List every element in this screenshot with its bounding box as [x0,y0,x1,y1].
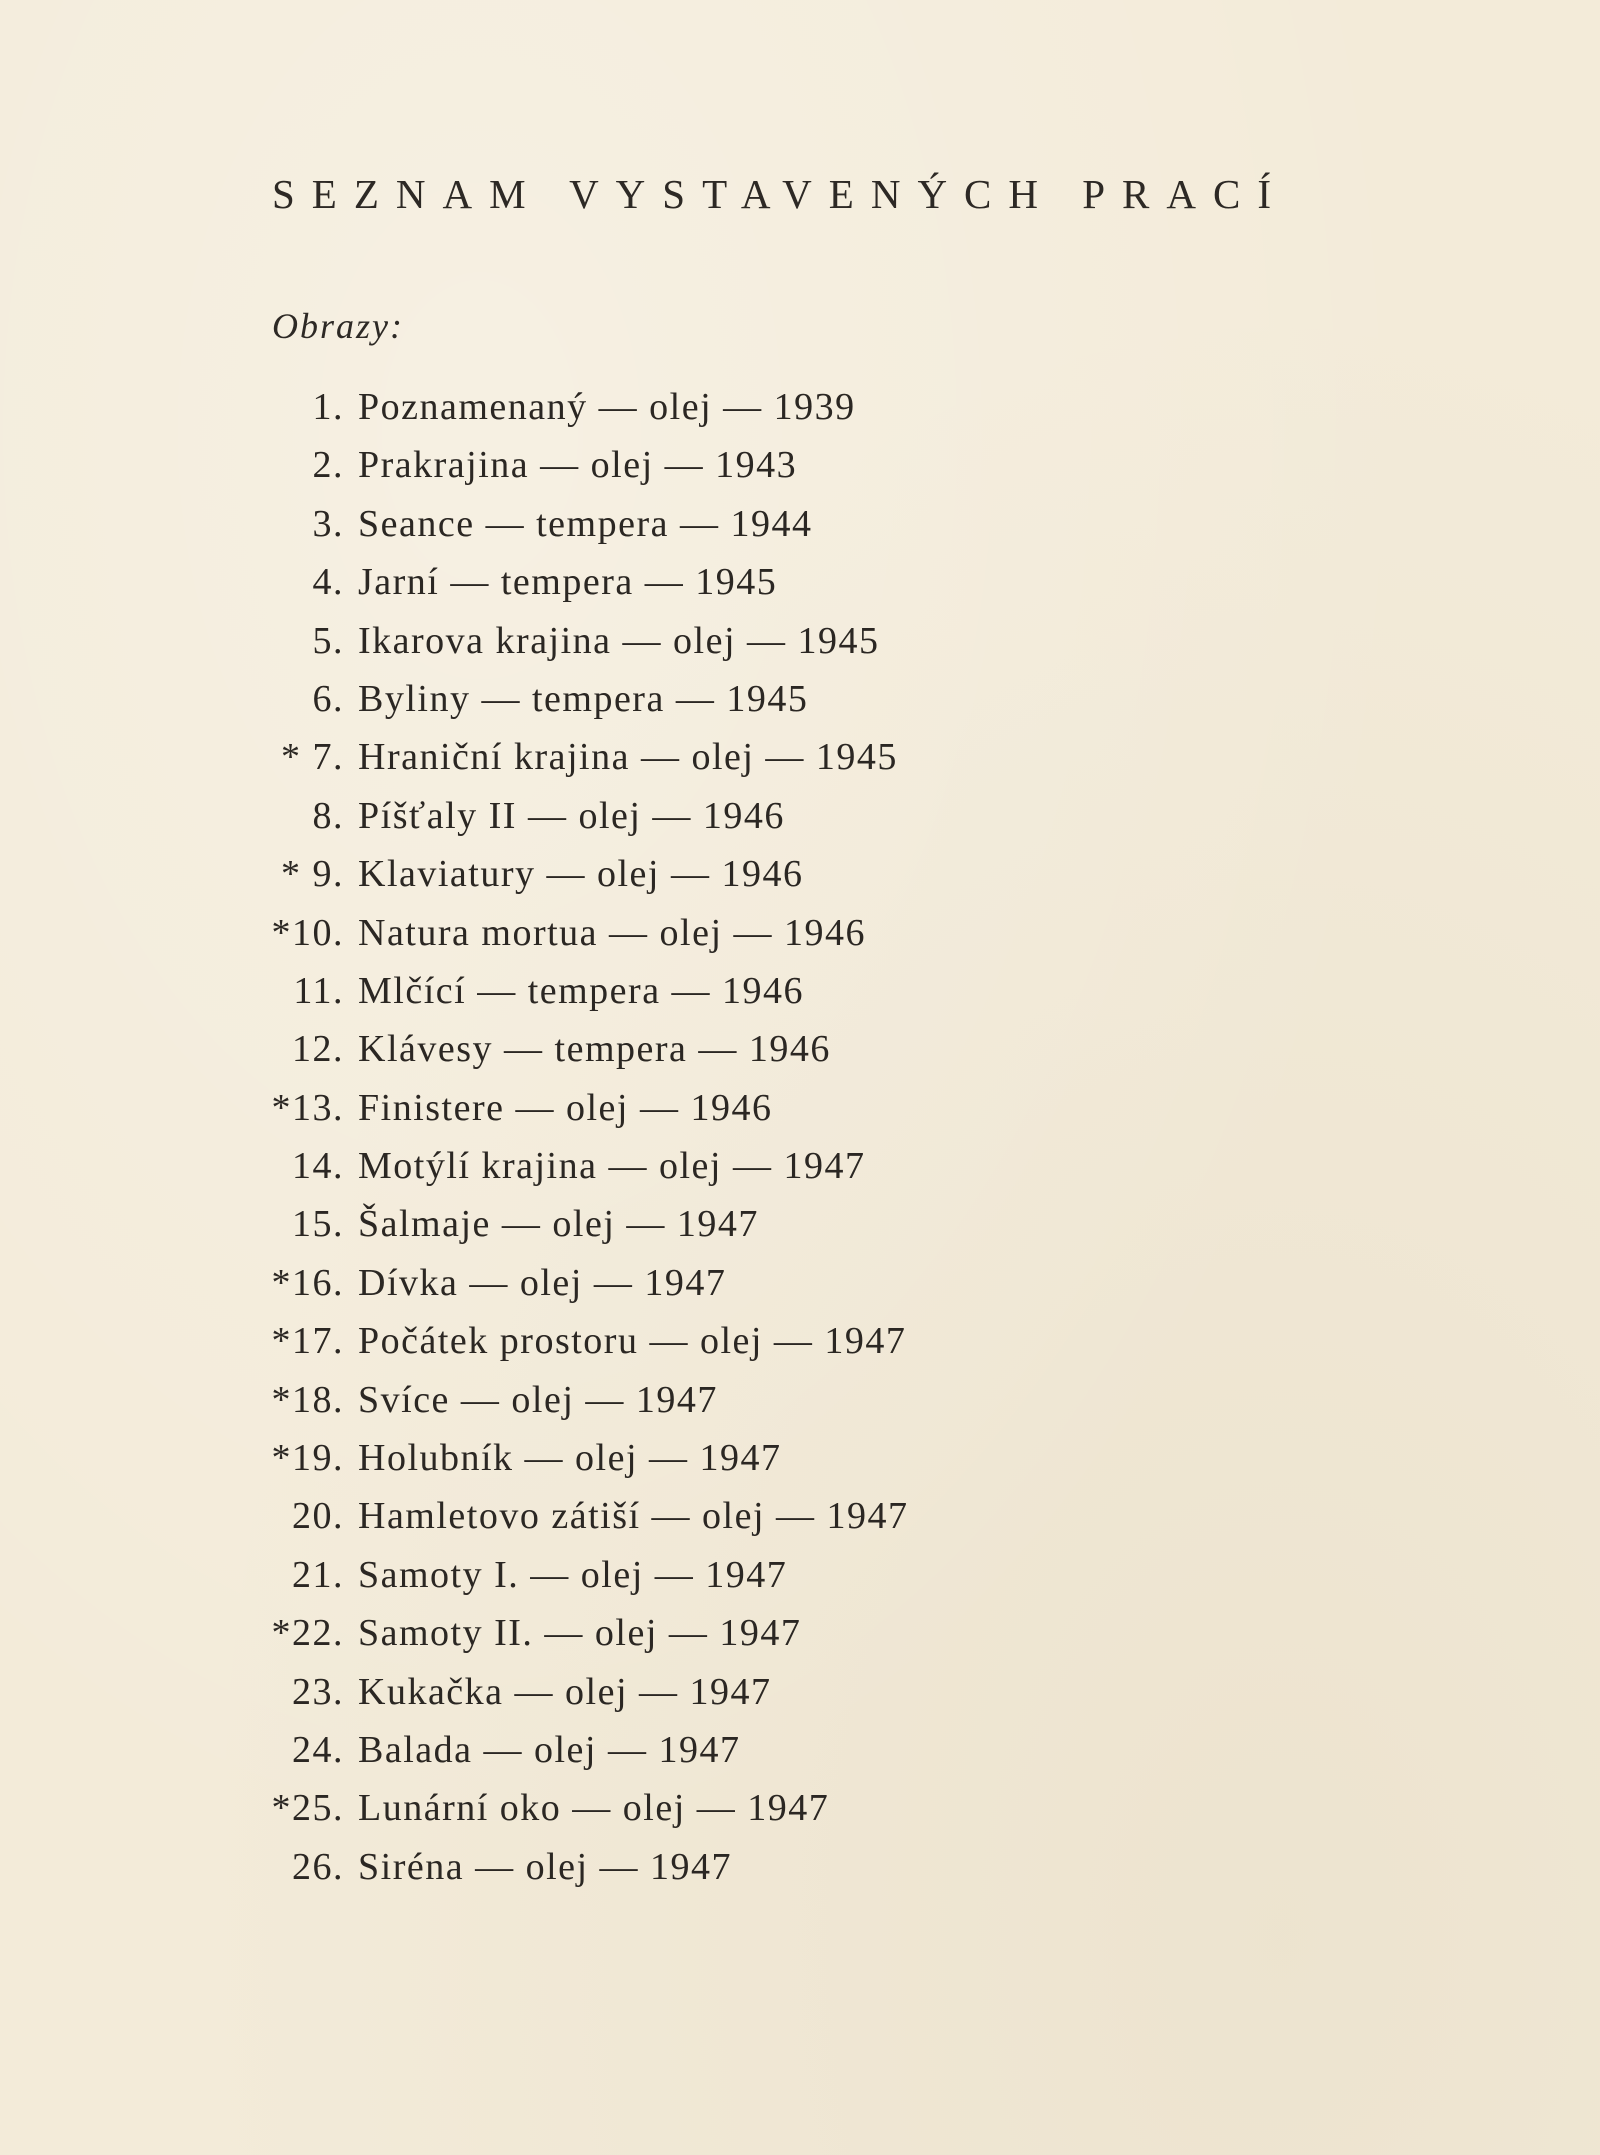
item-text: Lunární oko — olej — 1947 [358,1787,830,1830]
item-text: Klaviatury — olej — 1946 [358,853,804,896]
item-text: Hraniční krajina — olej — 1945 [358,736,898,779]
list-item [250,385,1450,443]
item-number: *16. [271,1261,344,1304]
list-item [250,1319,1450,1377]
item-text: Kukačka — olej — 1947 [358,1670,772,1713]
list-item [250,1670,1450,1728]
item-text: Svíce — olej — 1947 [358,1378,718,1421]
item-number: 21. [292,1553,344,1596]
item-number: * 9. [281,853,344,896]
list-item [250,794,1450,852]
item-text: Dívka — olej — 1947 [358,1261,727,1304]
list-item [250,1611,1450,1669]
item-number: 26. [292,1845,344,1888]
item-number: 8. [312,794,344,837]
list-item [250,1786,1450,1844]
list-item [250,1027,1450,1085]
item-number: 14. [292,1145,344,1188]
list-item [250,560,1450,618]
item-number: 6. [312,677,344,720]
works-list [250,385,1450,1903]
item-text: Natura mortua — olej — 1946 [358,911,867,954]
item-text: Ikarova krajina — olej — 1945 [358,619,880,662]
list-item [250,1436,1450,1494]
item-text: Prakrajina — olej — 1943 [358,444,798,487]
list-item [250,911,1450,969]
item-text: Siréna — olej — 1947 [358,1845,733,1888]
list-item [250,1378,1450,1436]
item-text: Mlčící — tempera — 1946 [358,969,805,1012]
item-number: 15. [292,1203,344,1246]
item-text: Seance — tempera — 1944 [358,502,813,545]
item-text: Píšťaly II — olej — 1946 [358,794,785,837]
item-number: 1. [312,386,344,428]
list-item [250,1202,1450,1260]
item-number: 12. [292,1028,344,1071]
item-number: 4. [312,561,344,604]
item-number: *13. [271,1086,344,1129]
item-number: *17. [271,1320,344,1363]
list-item [250,852,1450,910]
list-item [250,1261,1450,1319]
list-item [250,1553,1450,1611]
item-number: 20. [292,1495,344,1538]
list-item [250,1494,1450,1552]
list-item [250,1144,1450,1202]
item-text: Šalmaje — olej — 1947 [358,1203,759,1246]
item-text: Finistere — olej — 1946 [358,1086,773,1129]
item-text: Poznamenaný — olej — 1939 [358,386,856,428]
item-number: 5. [312,619,344,662]
item-text: Samoty II. — olej — 1947 [358,1612,802,1655]
list-item [250,969,1450,1027]
list-item [250,443,1450,501]
item-number: 3. [312,502,344,545]
item-text: Byliny — tempera — 1945 [358,677,809,720]
item-text: Samoty I. — olej — 1947 [358,1553,788,1596]
item-text: Počátek prostoru — olej — 1947 [358,1320,907,1363]
list-item [250,502,1450,560]
item-text: Motýlí krajina — olej — 1947 [358,1145,866,1188]
list-item [250,619,1450,677]
item-text: Hamletovo zátiší — olej — 1947 [358,1495,909,1538]
item-number: *19. [271,1437,344,1480]
item-text: Balada — olej — 1947 [358,1728,741,1771]
item-number: 11. [293,969,344,1012]
item-number: 23. [292,1670,344,1713]
item-text: Jarní — tempera — 1945 [358,561,778,604]
item-text: Klávesy — tempera — 1946 [358,1028,831,1071]
item-number: *22. [271,1612,344,1655]
item-number: * 7. [281,736,344,779]
item-number: *18. [271,1378,344,1421]
list-item [250,677,1450,735]
list-item [250,1845,1450,1903]
list-item [250,1086,1450,1144]
section-label: Obrazy: [272,306,404,346]
item-number: *25. [271,1787,344,1830]
item-text: Holubník — olej — 1947 [358,1437,782,1480]
item-number: 2. [312,444,344,487]
page-title: SEZNAM VYSTAVENÝCH PRACÍ [272,171,1289,217]
list-item [250,735,1450,793]
item-number: *10. [271,911,344,954]
item-number: 24. [292,1728,344,1771]
list-item [250,1728,1450,1786]
